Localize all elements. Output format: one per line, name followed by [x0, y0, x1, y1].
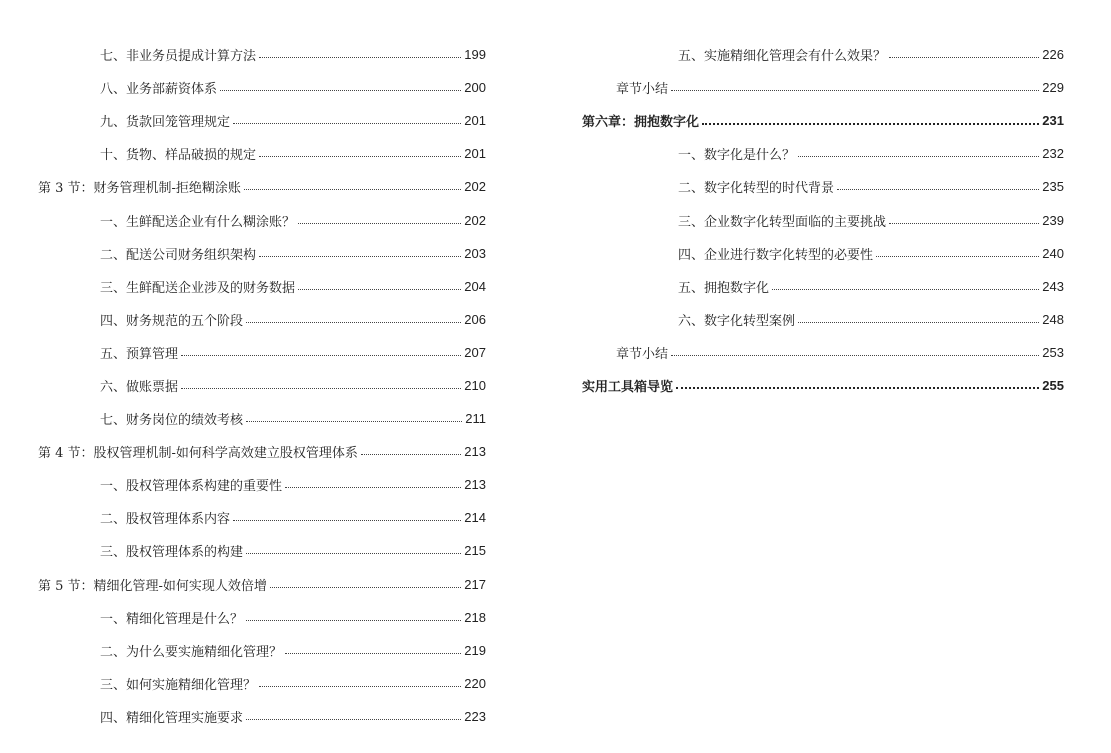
toc-subsection-entry[interactable]	[38, 71, 486, 104]
toc-entry-title: 四、财务规范的五个阶段	[100, 313, 244, 329]
toc-page-number: 239	[1042, 212, 1064, 228]
toc-subsection-entry[interactable]	[38, 270, 486, 303]
toc-dot-leader	[798, 156, 1039, 157]
toc-subsection-entry[interactable]	[582, 170, 1064, 203]
toc-dot-leader	[220, 90, 461, 91]
toc-right-column	[582, 38, 1064, 402]
toc-section-entry[interactable]	[38, 435, 486, 468]
toc-dot-leader	[259, 686, 461, 687]
toc-summary-entry[interactable]	[582, 336, 1064, 369]
toc-page-number: 211	[465, 411, 486, 427]
toc-page-number: 243	[1042, 278, 1064, 294]
toc-dot-leader	[889, 223, 1039, 224]
toc-page-number: 226	[1042, 47, 1064, 63]
toc-page-number: 213	[464, 444, 486, 460]
toc-entry-title: 第 3 节：财务管理机制-拒绝糊涂账	[38, 181, 241, 197]
toc-dot-leader	[270, 587, 461, 588]
toc-dot-leader	[671, 355, 1039, 356]
toc-entry-title: 四、企业进行数字化转型的必要性	[678, 247, 874, 263]
toc-section-entry[interactable]	[38, 568, 486, 601]
toc-subsection-entry[interactable]	[582, 237, 1064, 270]
toc-page-number: 215	[464, 543, 486, 559]
toc-entry-title: 九、货款回笼管理规定	[100, 115, 231, 131]
toc-dot-leader	[259, 256, 461, 257]
toc-entry-title: 一、精细化管理是什么？	[100, 611, 244, 627]
toc-chapter-entry[interactable]	[582, 369, 1064, 402]
toc-entry-title: 八、业务部薪资体系	[100, 82, 218, 98]
toc-dot-leader	[246, 421, 462, 422]
toc-dot-leader	[233, 520, 461, 521]
toc-chapter-entry[interactable]	[582, 104, 1064, 137]
toc-page-number: 204	[464, 278, 486, 294]
toc-summary-entry[interactable]	[582, 71, 1064, 104]
toc-dot-leader	[798, 322, 1039, 323]
toc-entry-title: 七、财务岗位的绩效考核	[100, 413, 244, 429]
toc-dot-leader	[285, 653, 461, 654]
toc-page-number: 202	[464, 179, 486, 195]
toc-page-number: 229	[1042, 80, 1064, 96]
toc-left-column	[38, 38, 486, 733]
toc-entry-title: 二、股权管理体系内容	[100, 512, 231, 528]
toc-dot-leader	[246, 719, 461, 720]
toc-subsection-entry[interactable]	[38, 369, 486, 402]
toc-dot-leader	[889, 57, 1039, 58]
toc-entry-title: 五、拥抱数字化	[678, 280, 770, 296]
toc-entry-title: 一、数字化是什么？	[678, 148, 796, 164]
toc-dot-leader	[259, 156, 461, 157]
toc-page-number: 255	[1042, 377, 1064, 393]
toc-subsection-entry[interactable]	[38, 203, 486, 236]
toc-page-number: 218	[464, 609, 486, 625]
toc-entry-title: 四、精细化管理实施要求	[100, 710, 244, 726]
toc-entry-title: 一、生鲜配送企业有什么糊涂账？	[100, 214, 296, 230]
toc-page-number: 201	[464, 113, 486, 129]
toc-page-number: 199	[464, 47, 486, 63]
toc-page-number: 240	[1042, 245, 1064, 261]
toc-entry-title: 六、做账票据	[100, 379, 179, 395]
toc-page-number: 200	[464, 80, 486, 96]
toc-entry-title: 第六章：拥抱数字化	[582, 115, 700, 131]
toc-dot-leader	[676, 387, 1039, 389]
toc-subsection-entry[interactable]	[38, 104, 486, 137]
toc-subsection-entry[interactable]	[38, 501, 486, 534]
toc-entry-title: 二、配送公司财务组织架构	[100, 247, 257, 263]
toc-page-number: 214	[464, 510, 486, 526]
toc-dot-leader	[244, 189, 461, 190]
toc-subsection-entry[interactable]	[38, 38, 486, 71]
toc-dot-leader	[876, 256, 1039, 257]
toc-dot-leader	[246, 553, 461, 554]
toc-entry-title: 一、股权管理体系构建的重要性	[100, 479, 283, 495]
toc-subsection-entry[interactable]	[582, 137, 1064, 170]
toc-entry-title: 三、企业数字化转型面临的主要挑战	[678, 214, 887, 230]
toc-subsection-entry[interactable]	[582, 203, 1064, 236]
toc-entry-title: 三、股权管理体系的构建	[100, 545, 244, 561]
toc-entry-title: 实用工具箱导览	[582, 379, 674, 395]
toc-dot-leader	[246, 620, 461, 621]
toc-entry-title: 五、预算管理	[100, 346, 179, 362]
toc-page-number: 213	[464, 477, 486, 493]
toc-dot-leader	[702, 123, 1039, 125]
toc-page-number: 248	[1042, 311, 1064, 327]
toc-dot-leader	[181, 388, 461, 389]
toc-dot-leader	[298, 289, 461, 290]
toc-dot-leader	[285, 487, 461, 488]
toc-dot-leader	[837, 189, 1039, 190]
toc-dot-leader	[772, 289, 1039, 290]
toc-page-number: 203	[464, 245, 486, 261]
toc-page-number: 219	[464, 642, 486, 658]
toc-subsection-entry[interactable]	[38, 468, 486, 501]
toc-page-number: 232	[1042, 146, 1064, 162]
toc-dot-leader	[181, 355, 461, 356]
toc-subsection-entry[interactable]	[38, 601, 486, 634]
toc-entry-title: 章节小结	[616, 346, 669, 362]
toc-page-number: 235	[1042, 179, 1064, 195]
toc-subsection-entry[interactable]	[38, 700, 486, 733]
toc-subsection-entry[interactable]	[38, 137, 486, 170]
toc-entry-title: 第 5 节：精细化管理-如何实现人效倍增	[38, 578, 267, 594]
toc-subsection-entry[interactable]	[38, 534, 486, 567]
toc-section-entry[interactable]	[38, 170, 486, 203]
toc-entry-title: 五、实施精细化管理会有什么效果？	[678, 49, 887, 65]
toc-subsection-entry[interactable]	[582, 303, 1064, 336]
toc-subsection-entry[interactable]	[38, 402, 486, 435]
toc-dot-leader	[233, 123, 461, 124]
toc-page-number: 223	[464, 708, 486, 724]
toc-entry-title: 十、货物、样品破损的规定	[100, 148, 257, 164]
toc-subsection-entry[interactable]	[38, 667, 486, 700]
toc-dot-leader	[246, 322, 461, 323]
toc-subsection-entry[interactable]	[582, 270, 1064, 303]
toc-page-number: 253	[1042, 344, 1064, 360]
toc-page-number: 217	[464, 576, 486, 592]
toc-entry-title: 三、生鲜配送企业涉及的财务数据	[100, 280, 296, 296]
toc-dot-leader	[361, 454, 461, 455]
toc-dot-leader	[298, 223, 461, 224]
toc-entry-title: 七、非业务员提成计算方法	[100, 49, 257, 65]
toc-page-number: 207	[464, 344, 486, 360]
toc-page-number: 202	[464, 212, 486, 228]
toc-page-number: 231	[1042, 113, 1064, 129]
toc-subsection-entry[interactable]	[38, 336, 486, 369]
toc-entry-title: 六、数字化转型案例	[678, 313, 796, 329]
toc-dot-leader	[671, 90, 1039, 91]
toc-entry-title: 二、数字化转型的时代背景	[678, 181, 835, 197]
toc-page-number: 220	[464, 675, 486, 691]
toc-entry-title: 二、为什么要实施精细化管理？	[100, 644, 283, 660]
toc-subsection-entry[interactable]	[38, 237, 486, 270]
toc-page-number: 210	[464, 377, 486, 393]
toc-subsection-entry[interactable]	[38, 634, 486, 667]
toc-page-number: 201	[464, 146, 486, 162]
toc-subsection-entry[interactable]	[582, 38, 1064, 71]
toc-entry-title: 三、如何实施精细化管理？	[100, 677, 257, 693]
toc-dot-leader	[259, 57, 461, 58]
toc-entry-title: 章节小结	[616, 82, 669, 98]
toc-subsection-entry[interactable]	[38, 303, 486, 336]
toc-page-number: 206	[464, 311, 486, 327]
toc-entry-title: 第 4 节：股权管理机制-如何科学高效建立股权管理体系	[38, 446, 358, 462]
